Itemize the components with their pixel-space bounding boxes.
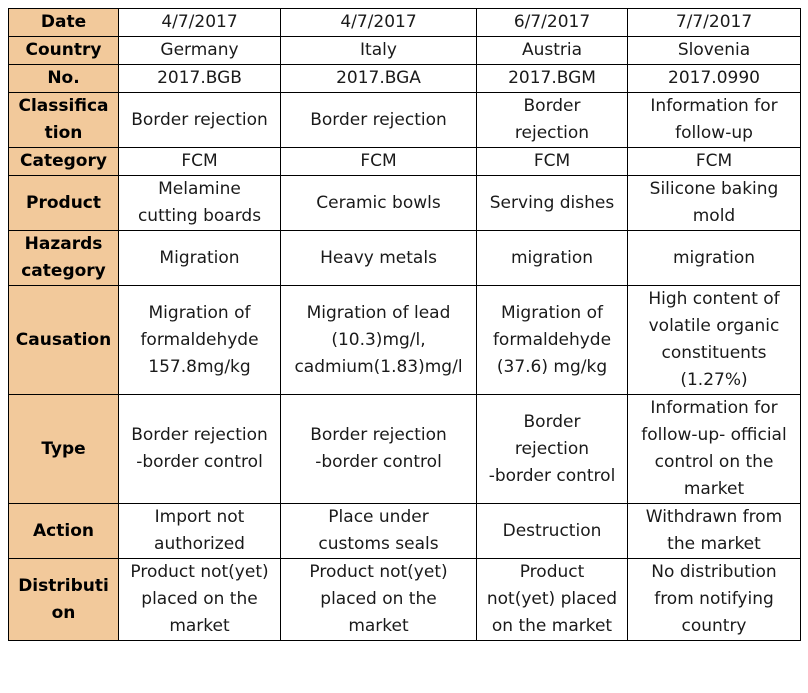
cell-text-line: FCM: [533, 151, 571, 171]
table-cell-classification-1: [119, 93, 281, 148]
table-cell-category-4: [628, 148, 801, 176]
table-cell-type-2: [281, 395, 477, 504]
table-cell-number-2: [281, 65, 477, 93]
row-label-line: Causation: [15, 329, 112, 350]
cell-text-line: Austria: [521, 40, 583, 60]
table-cell-product-2: [281, 176, 477, 231]
cell-text-line: Information for: [650, 96, 778, 116]
cell-text-line: formaldehyde: [140, 329, 259, 350]
row-label-date: [9, 9, 119, 37]
cell-text-line: country: [681, 616, 747, 636]
cell-text-line: cutting boards: [137, 206, 262, 226]
row-label-action: [9, 504, 119, 559]
cell-text-line: Germany: [160, 40, 239, 60]
table-cell-number-4: [628, 65, 801, 93]
row-label-line: Country: [25, 40, 102, 60]
cell-text-line: High content of: [648, 289, 780, 309]
cell-text-line: Migration of lead: [306, 302, 451, 323]
cell-text-line: FCM: [181, 151, 218, 171]
cell-text-line: market: [348, 616, 409, 636]
cell-text-line: Melamine: [158, 179, 241, 199]
cell-text-line: placed on the: [320, 589, 437, 609]
cell-text-line: follow-up: [675, 123, 753, 143]
row-label-line: Hazards: [24, 234, 103, 254]
cell-text-line: from notifying: [654, 589, 774, 609]
row-label-country: [9, 37, 119, 65]
table-cell-distribution-3: [477, 559, 628, 641]
table-cell-action-2: [281, 504, 477, 559]
table-cell-action-4: [628, 504, 801, 559]
table-cell-product-4: [628, 176, 801, 231]
cell-text-line: formaldehyde: [492, 329, 612, 350]
table-cell-category-3: [477, 148, 628, 176]
table-cell-hazards-category-4: [628, 231, 801, 286]
table-cell-causation-3: [477, 286, 628, 395]
table-row-country: [9, 37, 801, 65]
row-label-type: [9, 395, 119, 504]
table-cell-country-4: [628, 37, 801, 65]
table-cell-hazards-category-3: [477, 231, 628, 286]
row-label-line: Category: [20, 151, 107, 171]
cell-text-line: rejection: [514, 438, 590, 459]
row-label-line: category: [21, 261, 106, 281]
table-row-causation: [9, 286, 801, 395]
row-label-distribution: [9, 559, 119, 641]
cell-text-line: migration: [672, 247, 756, 268]
cell-text-line: market: [169, 616, 230, 636]
cell-text-line: Border rejection: [310, 109, 447, 130]
cell-text-line: Import not: [154, 507, 245, 527]
table-cell-date-1: [119, 9, 281, 37]
table-cell-causation-4: [628, 286, 801, 395]
table-cell-classification-2: [281, 93, 477, 148]
table-cell-type-1: [119, 395, 281, 504]
cell-text-line: 2017.0990: [668, 68, 760, 88]
cell-text-line: Migration: [159, 247, 240, 268]
row-label-line: No.: [47, 68, 80, 88]
cell-text-line: not(yet) placed: [486, 589, 618, 609]
cell-text-line: control on the: [654, 452, 774, 472]
cell-text-line: mold: [692, 206, 736, 226]
table-row-product: [9, 176, 801, 231]
table-cell-category-2: [281, 148, 477, 176]
cell-text-line: Heavy metals: [320, 247, 437, 268]
table-row-hazards-category: [9, 231, 801, 286]
cell-text-line: the market: [667, 534, 761, 554]
table-cell-action-3: [477, 504, 628, 559]
table-cell-hazards-category-2: [281, 231, 477, 286]
cell-text-line: constituents: [661, 343, 767, 363]
row-label-classification: [9, 93, 119, 148]
cell-text-line: Migration of: [148, 302, 251, 323]
cell-text-line: (1.27%): [680, 370, 748, 390]
cell-text-line: Information for: [650, 398, 778, 418]
cell-text-line: Silicone baking: [649, 179, 779, 199]
cell-text-line: customs seals: [318, 534, 439, 554]
cell-text-line: -border control: [488, 465, 616, 486]
cell-text-line: FCM: [360, 151, 397, 171]
table-cell-country-1: [119, 37, 281, 65]
table-row-type: [9, 395, 801, 504]
cell-text-line: (10.3)mg/l,: [331, 329, 426, 350]
table-cell-date-2: [281, 9, 477, 37]
cell-text-line: -border control: [315, 452, 442, 472]
cell-text-line: 7/7/2017: [675, 12, 753, 32]
table-cell-type-3: [477, 395, 628, 504]
table-cell-date-3: [477, 9, 628, 37]
cell-text-line: follow-up- official: [641, 425, 787, 445]
table-cell-country-2: [281, 37, 477, 65]
cell-text-line: migration: [510, 247, 594, 268]
cell-text-line: FCM: [695, 151, 733, 171]
table-cell-hazards-category-1: [119, 231, 281, 286]
cell-text-line: Place under: [328, 507, 429, 527]
table-cell-product-3: [477, 176, 628, 231]
row-label-line: on: [51, 602, 76, 623]
row-label-line: tion: [44, 123, 83, 143]
row-label-line: Date: [40, 12, 87, 32]
table-cell-country-3: [477, 37, 628, 65]
table-row-category: [9, 148, 801, 176]
cell-text-line: Product: [519, 562, 585, 582]
cell-text-line: 2017.BGM: [508, 68, 596, 88]
cell-text-line: 4/7/2017: [161, 12, 238, 32]
table-cell-causation-1: [119, 286, 281, 395]
cell-text-line: No distribution: [651, 562, 777, 582]
table-cell-category-1: [119, 148, 281, 176]
row-label-line: Type: [41, 438, 86, 459]
table-row-date: [9, 9, 801, 37]
row-label-causation: [9, 286, 119, 395]
cell-text-line: Migration of: [501, 302, 603, 323]
cell-text-line: (37.6) mg/kg: [496, 356, 608, 377]
cell-text-line: 2017.BGA: [336, 68, 421, 88]
row-label-line: Classifica: [18, 96, 109, 116]
table-row-action: [9, 504, 801, 559]
row-label-line: Action: [33, 520, 94, 541]
cell-text-line: placed on the: [141, 589, 258, 609]
table-cell-distribution-4: [628, 559, 801, 641]
table-cell-causation-2: [281, 286, 477, 395]
cell-text-line: Border rejection: [131, 425, 268, 445]
cell-text-line: Withdrawn from: [645, 507, 783, 527]
cell-text-line: 157.8mg/kg: [148, 356, 251, 377]
table-cell-distribution-2: [281, 559, 477, 641]
table-cell-type-4: [628, 395, 801, 504]
table-cell-classification-3: [477, 93, 628, 148]
table-row-number: [9, 65, 801, 93]
table-cell-number-1: [119, 65, 281, 93]
cell-text-line: authorized: [154, 534, 245, 554]
cell-text-line: Slovenia: [677, 40, 751, 60]
cell-text-line: Italy: [360, 40, 397, 60]
table-cell-product-1: [119, 176, 281, 231]
cell-text-line: -border control: [136, 452, 263, 472]
cell-text-line: volatile organic: [648, 316, 780, 336]
cell-text-line: Border rejection: [131, 109, 268, 130]
cell-text-line: Product not(yet): [309, 562, 448, 582]
row-label-hazards-category: [9, 231, 119, 286]
cell-text-line: cadmium(1.83)mg/l: [294, 356, 463, 377]
cell-text-line: Border: [523, 96, 581, 116]
row-label-product: [9, 176, 119, 231]
cell-text-line: Ceramic bowls: [316, 192, 441, 213]
cell-text-line: Destruction: [502, 520, 602, 541]
cell-text-line: 4/7/2017: [340, 12, 417, 32]
row-label-category: [9, 148, 119, 176]
table-cell-date-4: [628, 9, 801, 37]
row-label-line: Distributi: [18, 575, 109, 596]
cell-text-line: Product not(yet): [130, 562, 269, 582]
table-cell-number-3: [477, 65, 628, 93]
rasff-notifications-table: [8, 8, 801, 641]
cell-text-line: market: [683, 479, 745, 499]
table-cell-classification-4: [628, 93, 801, 148]
row-label-line: Product: [26, 192, 101, 213]
table-row-distribution: [9, 559, 801, 641]
table-cell-action-1: [119, 504, 281, 559]
row-label-number: [9, 65, 119, 93]
cell-text-line: Border rejection: [310, 425, 447, 445]
table-row-classification: [9, 93, 801, 148]
cell-text-line: on the market: [491, 616, 613, 636]
cell-text-line: rejection: [514, 123, 590, 143]
cell-text-line: 6/7/2017: [513, 12, 591, 32]
table-cell-distribution-1: [119, 559, 281, 641]
cell-text-line: 2017.BGB: [157, 68, 242, 88]
cell-text-line: Border: [523, 411, 581, 432]
cell-text-line: Serving dishes: [489, 192, 615, 213]
